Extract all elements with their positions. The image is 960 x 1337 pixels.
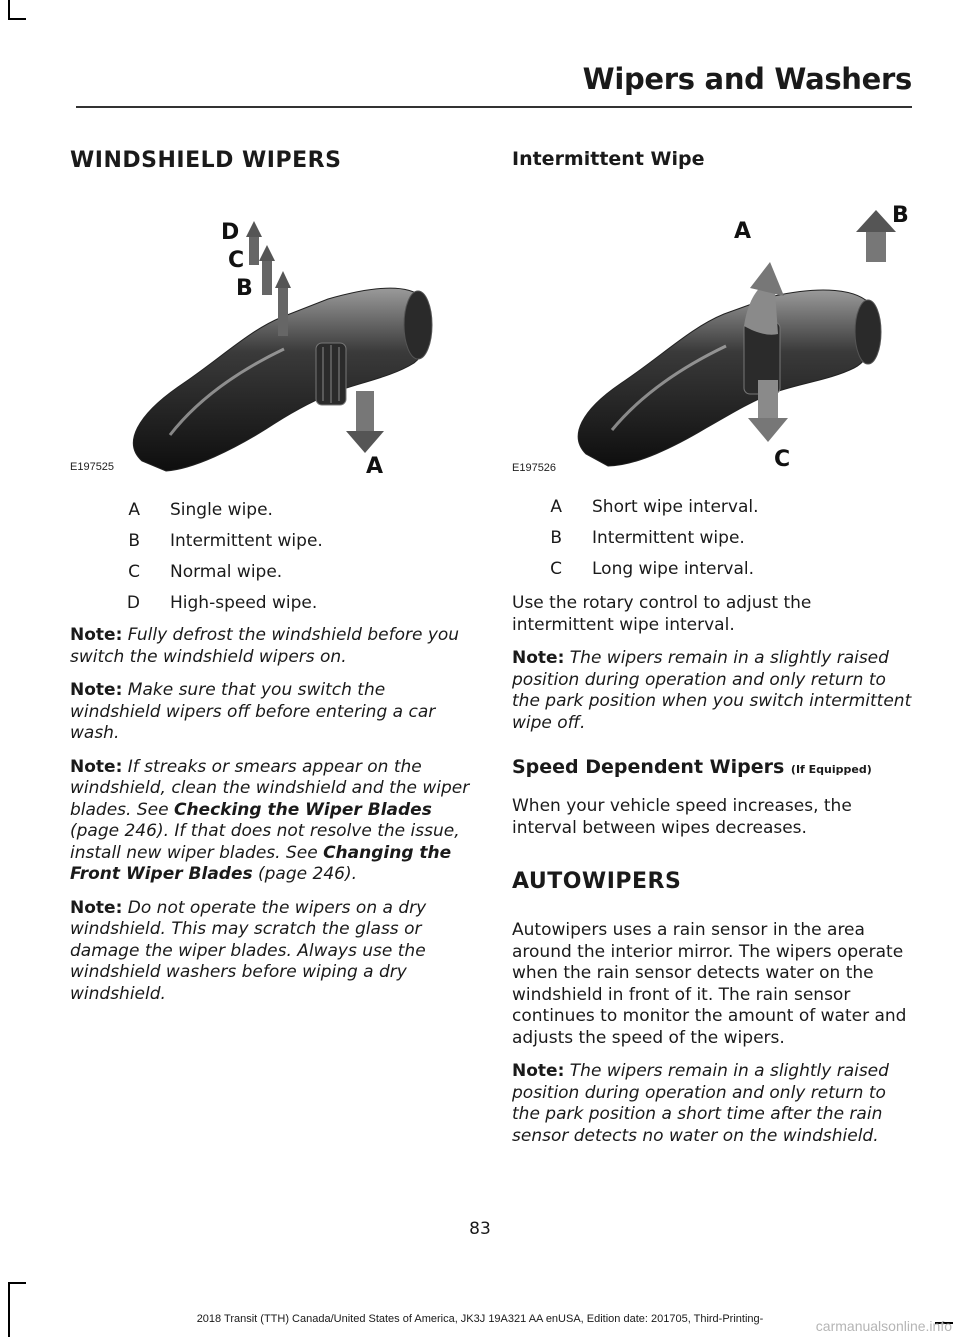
note-streaks <box>70 757 470 886</box>
page-number: 83 <box>469 1219 491 1239</box>
legend-item <box>512 492 912 523</box>
legend-key: B <box>128 531 140 551</box>
crop-mark <box>8 0 10 18</box>
legend-text: Single wipe. <box>170 500 273 520</box>
crop-mark <box>8 18 26 20</box>
note-label: Note: <box>512 648 565 668</box>
note-park-position <box>512 1061 912 1147</box>
subsection-title-intermittent-wipe: Intermittent Wipe <box>512 148 705 170</box>
note-text: (page 246). <box>252 864 357 884</box>
speed-title: Speed Dependent Wipers <box>512 756 785 778</box>
legend-item <box>70 495 470 526</box>
legend-item <box>512 554 912 585</box>
legend-text: Normal wipe. <box>170 562 283 582</box>
note-dry-windshield <box>70 898 470 1006</box>
header-divider <box>76 106 912 108</box>
callout-b: B <box>236 276 253 301</box>
legend-key: D <box>126 593 140 613</box>
note-label: Note: <box>70 680 123 700</box>
note-label: Note: <box>512 1061 565 1081</box>
cross-reference-link[interactable]: Changing the Front Wiper Blades <box>70 842 452 884</box>
note-text: Fully defrost the windshield before you switch the windshield wipers on. <box>70 625 460 667</box>
legend-item <box>70 557 470 588</box>
watermark: carmanualsonline.info <box>815 1318 952 1334</box>
callout-d: D <box>221 220 240 245</box>
page-header <box>76 62 912 96</box>
legend-key: C <box>550 559 562 579</box>
legend-item <box>512 523 912 554</box>
note-label: Note: <box>70 756 123 777</box>
note-car-wash <box>70 680 470 745</box>
legend-text: High-speed wipe. <box>170 593 318 613</box>
callout-a: A <box>366 454 384 473</box>
legend-text: Intermittent wipe. <box>170 531 323 551</box>
cross-reference-link[interactable]: Checking the Wiper Blades <box>173 799 432 820</box>
note-text: The wipers remain in a slightly raised position during operation and only return to the park position a short time after the rain sensor detects no water on the windshield. <box>512 1061 889 1146</box>
note-text: Make sure that you switch the windshield wipers off before entering a car wash. <box>70 680 436 743</box>
right-column <box>512 140 912 1147</box>
legend-key: B <box>550 528 562 548</box>
intermittent-lever-illustration <box>512 204 912 474</box>
figure-id: E197525 <box>70 461 115 473</box>
body-autowipers: Autowipers uses a rain sensor in the area around the interior mirror. The wipers operate when the rain sensor detects water on the windshield in front of it. The rain sensor continues to monitor the amount of water and adjusts the speed of the wipers. <box>512 920 907 1048</box>
callout-c: C <box>774 447 791 472</box>
if-equipped-label: (If Equipped) <box>790 763 872 776</box>
note-label: Note: <box>70 897 123 918</box>
note-text: (page 246). If that does not resolve the issue, install new wiper blades. See <box>70 821 460 863</box>
legend-key: A <box>550 497 562 517</box>
left-column <box>70 140 470 1005</box>
note-label: Note: <box>70 625 123 645</box>
wiper-lever-illustration <box>70 203 470 473</box>
arrow-up-icon <box>246 221 262 265</box>
callout-c: C <box>228 248 245 273</box>
crop-mark <box>8 1282 26 1284</box>
note-text: The wipers remain in a slightly raised position during operation and only return to the park position when you switch intermittent wipe off. <box>512 648 912 733</box>
note-text: Do not operate the wipers on a dry windshield. This may scratch the glass or damage the wiper blades. Always use the windshield washers before wiping a dry windshield. <box>70 897 427 1004</box>
arrow-up-icon <box>856 210 896 262</box>
callout-a: A <box>734 219 752 244</box>
section-title-autowipers: AUTOWIPERS <box>512 869 682 894</box>
page-title: Wipers and Washers <box>582 62 912 96</box>
arrow-down-icon <box>346 391 384 453</box>
legend-text: Long wipe interval. <box>592 559 755 579</box>
body-rotary-control: Use the rotary control to adjust the intermittent wipe interval. <box>512 593 812 635</box>
note-raised-position <box>512 648 912 734</box>
figure-id: E197526 <box>512 462 557 474</box>
figure-wiper-lever <box>70 203 470 473</box>
legend-item <box>70 526 470 557</box>
note-text: If streaks or smears appear on the windshield, clean the windshield and the wiper blades. See <box>70 756 470 820</box>
subsection-title-speed-dependent <box>512 756 912 778</box>
edition-footer: 2018 Transit (TTH) Canada/United States of America, JK3J 19A321 AA enUSA, Edition date: 201705, Third-Printing- <box>196 1313 764 1325</box>
legend-list <box>70 495 470 619</box>
figure-intermittent-lever <box>512 204 912 474</box>
legend-text: Intermittent wipe. <box>592 528 745 548</box>
legend-key: C <box>128 562 140 582</box>
body-speed-dependent: When your vehicle speed increases, the interval between wipes decreases. <box>512 796 852 838</box>
legend-key: A <box>128 500 140 520</box>
legend-list <box>512 492 912 585</box>
legend-text: Short wipe interval. <box>592 497 759 517</box>
callout-b: B <box>892 204 909 228</box>
crop-mark <box>8 1282 10 1337</box>
section-title-windshield-wipers: WINDSHIELD WIPERS <box>70 148 342 173</box>
legend-item <box>70 588 470 619</box>
arrow-up-icon <box>259 245 275 295</box>
note-defrost <box>70 625 470 668</box>
